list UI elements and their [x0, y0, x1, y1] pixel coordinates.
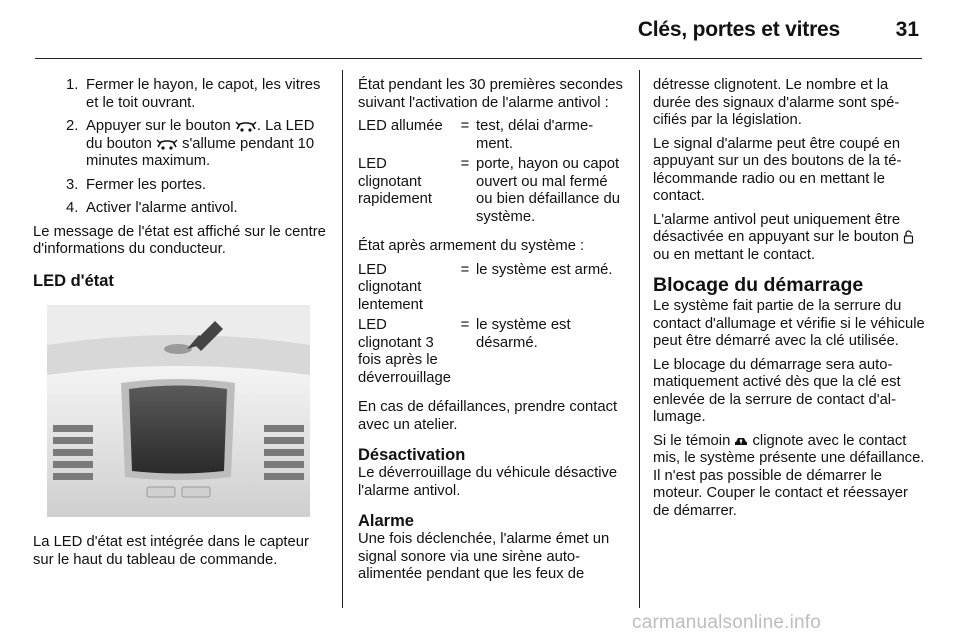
page-title: Clés, portes et vitres — [637, 18, 840, 41]
table-row: LED clignotant lentement = le système est armé. — [358, 261, 613, 313]
table-row: LED clignotant rapidement = porte, hayon ou capot ouvert ou mal fermé ou bien défaillance du système. — [358, 156, 620, 225]
paragraph: L'alarme antivol peut uniquement être désactivée en appuyant sur le bouton ou en mettant le contact. — [653, 212, 925, 265]
page-number: 31 — [895, 18, 919, 41]
step-item: 4. Activer l'alarme antivol. — [66, 200, 238, 216]
paragraph: Le signal d'alarme peut être coupé en appuyant sur un des boutons de la télécommande radio ou en mettant le contact. — [653, 135, 902, 204]
car-alarm-icon — [156, 138, 178, 150]
paragraph: Si le témoin clignote avec le contact mis, le système présente une défaillance. Il n'est pas possible de démarrer le moteur. Couper le contact et réessayer de démarrer. — [653, 432, 925, 519]
steps-list — [47, 77, 327, 218]
column-middle — [358, 77, 623, 590]
paragraph: détresse clignotent. Le nombre et la durée des signaux d'alarme sont spécifiés par la législation. — [653, 77, 900, 128]
status-message-paragraph: Le message de l'état est affiché sur le centre d'informations du conducteur. — [33, 223, 326, 257]
section-heading: Blocage du démarrage — [653, 274, 864, 296]
section-heading: Désactivation — [358, 446, 466, 464]
header-rule — [35, 58, 922, 59]
column-divider — [639, 70, 640, 608]
unlock-icon — [903, 230, 914, 244]
dashboard-led-illustration — [47, 305, 310, 517]
paragraph: Le blocage du démarrage sera automatiquement activé dès que la clé est enlevée de la serrure de contact d'allumage. — [653, 356, 901, 425]
step-item: 3. Fermer les portes. — [66, 176, 207, 193]
led-status-table-after-arming — [358, 262, 623, 388]
led-status-table-before-arming — [358, 118, 623, 226]
watermark: carmanualsonline.info — [632, 612, 822, 633]
car-alarm-icon — [235, 120, 257, 132]
intro-paragraph: État après armement du système : — [358, 238, 585, 254]
table-row: LED allumée = test, délai d'armement. — [358, 118, 594, 152]
column-divider — [342, 70, 343, 608]
column-left — [33, 77, 327, 575]
deactivation-paragraph: Le déverrouillage du véhicule désactive l'alarme antivol. — [358, 465, 618, 499]
column-right — [653, 77, 925, 526]
immobilizer-icon — [734, 435, 748, 447]
paragraph: Le système fait partie de la serrure du contact d'allumage et vérifie si le véhicule peut être démarré avec la clé utilisée. — [653, 298, 925, 349]
step-item: 2. Appuyer sur le bouton . La LED du bouton s'allume pendant 10 minutes maximum. — [66, 118, 315, 169]
table-row: LED clignotant 3 fois après le déverrouillage = le système est désarmé. — [358, 317, 571, 386]
alarm-paragraph: Une fois déclenchée, l'alarme émet un signal sonore via une sirène autoalimentée pendant que les feux de — [358, 531, 610, 582]
dashboard-illustration-svg — [47, 305, 310, 517]
fault-paragraph: En cas de défaillances, prendre contact avec un atelier. — [358, 399, 618, 433]
figure-caption: La LED d'état est intégrée dans le capteur sur le haut du tableau de commande. — [33, 534, 309, 568]
section-heading: LED d'état — [33, 271, 114, 290]
section-heading: Alarme — [358, 512, 414, 530]
step-item: 1. Fermer le hayon, le capot, les vitres et le toit ouvrant. — [66, 77, 321, 111]
intro-paragraph: État pendant les 30 premières secondes suivant l'activation de l'alarme antivol : — [358, 77, 623, 111]
